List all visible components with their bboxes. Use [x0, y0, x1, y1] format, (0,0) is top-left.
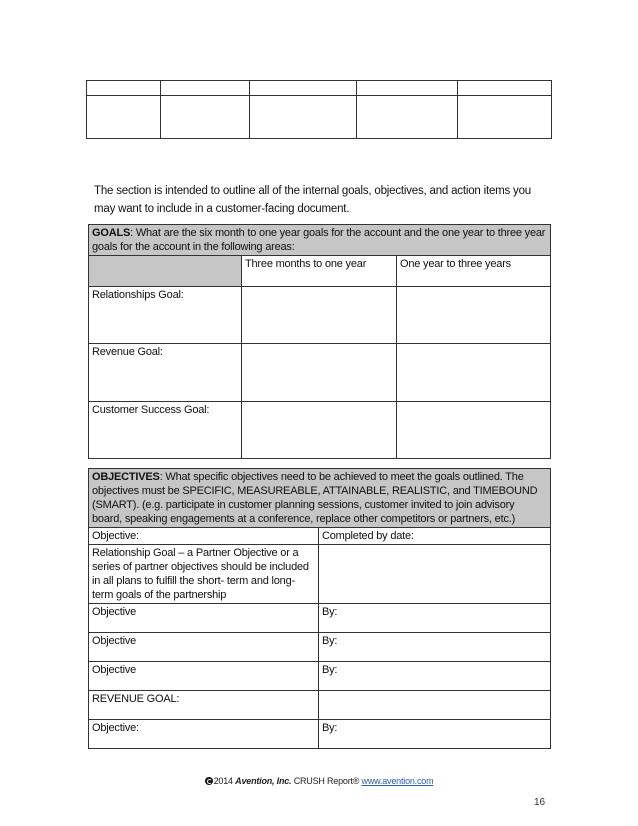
page-number: 16 — [534, 797, 546, 808]
footer-report: CRUSH Report® — [293, 776, 360, 786]
goals-input-cell[interactable] — [242, 402, 397, 459]
objective-row-label: Objective — [89, 604, 319, 633]
top-empty-table — [86, 80, 552, 139]
table-cell — [458, 96, 552, 139]
relationship-goal-note: Relationship Goal – a Partner Objective or a series of partner objectives should be included in all plans to fulfill the short- term and long- term goals of the partnership — [89, 545, 319, 604]
goals-header-title: GOALS — [92, 227, 131, 239]
objectives-col-objective: Objective: — [89, 528, 319, 545]
objectives-header — [89, 469, 551, 528]
objective-row-by[interactable]: By: — [319, 720, 551, 749]
goals-input-cell[interactable] — [242, 287, 397, 344]
table-cell — [357, 96, 458, 139]
objectives-input-cell[interactable] — [319, 545, 551, 604]
table-cell — [87, 96, 161, 139]
footer-year: 2014 — [213, 776, 233, 786]
goals-row-customer-success: Customer Success Goal: — [89, 402, 242, 459]
goals-input-cell[interactable] — [397, 287, 551, 344]
table-cell — [161, 81, 250, 96]
table-cell — [250, 96, 357, 139]
goals-input-cell[interactable] — [397, 344, 551, 402]
revenue-goal-label: REVENUE GOAL: — [89, 691, 319, 720]
footer-company: Avention, Inc. — [235, 776, 292, 786]
goals-header — [89, 225, 551, 256]
objectives-header-title: OBJECTIVES — [92, 471, 160, 483]
objective-row-label: Objective — [89, 633, 319, 662]
page-footer — [0, 776, 638, 786]
objective-row-by[interactable]: By: — [319, 662, 551, 691]
goals-input-cell[interactable] — [397, 402, 551, 459]
objective-row-label: Objective: — [89, 720, 319, 749]
section-intro: The section is intended to outline all of the internal goals, objectives, and action items you may want to include in a customer-facing document. — [94, 185, 532, 215]
objective-row-by[interactable]: By: — [319, 604, 551, 633]
copyright-icon — [205, 777, 213, 785]
goals-corner-cell — [89, 256, 242, 287]
objective-row-label: Objective — [89, 662, 319, 691]
goals-table — [88, 224, 551, 459]
goals-input-cell[interactable] — [242, 344, 397, 402]
table-cell — [161, 96, 250, 139]
goals-row-relationships: Relationships Goal: — [89, 287, 242, 344]
goals-header-text: : What are the six month to one year goals for the account and the one year to three year goals for the account in the following areas: — [92, 227, 546, 253]
goals-col-short-term: Three months to one year — [242, 256, 397, 287]
table-cell — [357, 81, 458, 96]
table-cell — [458, 81, 552, 96]
table-cell — [87, 81, 161, 96]
objectives-table — [88, 468, 551, 749]
goals-col-long-term: One year to three years — [397, 256, 551, 287]
objective-row-by[interactable]: By: — [319, 633, 551, 662]
objectives-header-text: : What specific objectives need to be achieved to meet the goals outlined. The objectives must be SPECIFIC, MEASUREABLE, ATTAINABLE, REALISTIC, and TIMEBOUND (SMART). (e.g. participate in customer planning sessions, customer invited to join advisory board, speaking engagements at a conference, replace other competitors or partners, etc.) — [92, 471, 538, 525]
footer-link[interactable]: www.avention.com — [361, 776, 434, 786]
goals-row-revenue: Revenue Goal: — [89, 344, 242, 402]
objectives-input-cell[interactable] — [319, 691, 551, 720]
table-cell — [250, 81, 357, 96]
objectives-col-completed: Completed by date: — [319, 528, 551, 545]
